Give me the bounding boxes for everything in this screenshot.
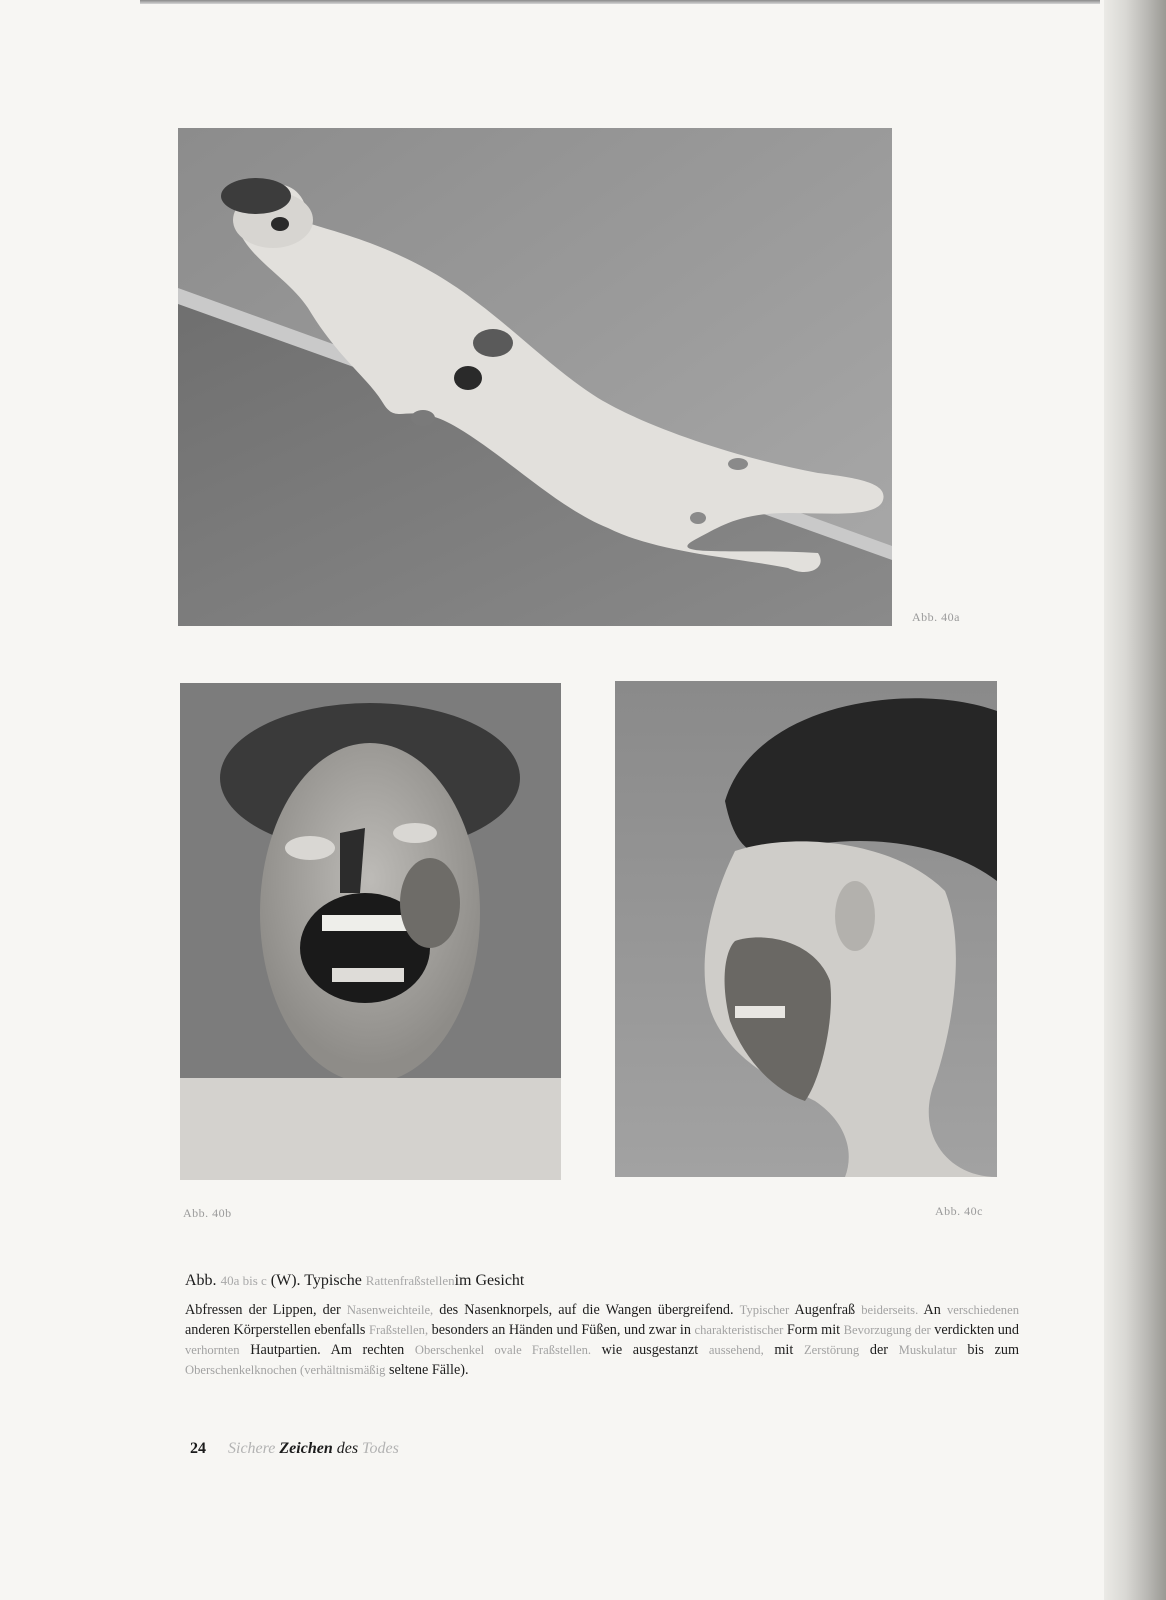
- caption-body-segment: Nasenweichteile,: [346, 1303, 434, 1317]
- caption-body-segment: Typischer: [739, 1303, 790, 1317]
- page-number: 24: [190, 1440, 206, 1457]
- caption-body-segment: charakteristischer: [694, 1323, 784, 1337]
- caption-body-segment: Augenfraß: [789, 1302, 862, 1318]
- photo-figure-40b: [180, 683, 561, 1180]
- caption-body-segment: An: [918, 1302, 947, 1318]
- caption-title-3: im Gesicht: [454, 1272, 525, 1289]
- figure-40b-label: Abb. 40b: [183, 1206, 232, 1220]
- figure-40c-label: Abb. 40c: [935, 1204, 983, 1218]
- figure-caption-title: [185, 1272, 524, 1290]
- caption-body-segment: Hautpartien. Am rechten: [239, 1342, 415, 1358]
- caption-body-segment: Oberschenkel ovale Fraßstellen.: [414, 1343, 592, 1357]
- caption-body-segment: Abfressen der Lippen, der: [185, 1302, 347, 1318]
- caption-body-segment: des Nasenknorpels, auf die Wangen übergreifend.: [433, 1302, 740, 1318]
- running-title-1: Sichere: [228, 1440, 276, 1457]
- caption-body-segment: Bevorzugung der: [843, 1323, 931, 1337]
- caption-body-segment: beiderseits.: [861, 1303, 919, 1317]
- caption-body-segment: der: [859, 1342, 899, 1358]
- photo-figure-40c: [615, 681, 997, 1177]
- photo-figure-40a: [178, 128, 892, 626]
- running-title-2: Zeichen: [279, 1440, 333, 1457]
- caption-body-segment: bis zum: [956, 1342, 1019, 1358]
- running-title-4: Todes: [362, 1440, 399, 1457]
- caption-range: 40a bis c: [220, 1273, 267, 1288]
- caption-title-2: Rattenfraßstellen: [365, 1273, 455, 1288]
- figure-caption-body: [185, 1300, 1019, 1380]
- caption-title-1: Typische: [304, 1272, 362, 1289]
- caption-body-segment: verhornten: [185, 1343, 240, 1357]
- caption-body-segment: Fraßstellen,: [368, 1323, 429, 1337]
- caption-body-segment: wie ausgestanzt: [591, 1342, 709, 1358]
- caption-body-segment: Muskulatur: [898, 1343, 957, 1357]
- page-footer: [190, 1440, 399, 1458]
- caption-body-segment: anderen Körperstellen ebenfalls: [185, 1322, 369, 1338]
- caption-body-segment: seltene Fälle).: [385, 1362, 469, 1378]
- caption-body-segment: aussehend,: [708, 1343, 764, 1357]
- page-right-edge-shadow: [1104, 0, 1166, 1600]
- page-top-edge: [140, 0, 1100, 4]
- caption-body-segment: Zerstörung: [803, 1343, 860, 1357]
- caption-body-segment: Form mit: [783, 1322, 844, 1338]
- caption-body-segment: verdickten und: [930, 1322, 1019, 1338]
- caption-source: (W).: [270, 1272, 301, 1289]
- caption-body-segment: besonders an Händen und Füßen, und zwar in: [428, 1322, 695, 1338]
- running-title-3: des: [336, 1440, 359, 1457]
- figure-40a-label: Abb. 40a: [912, 610, 960, 624]
- photo-figure-40c-image: [615, 681, 997, 1177]
- caption-body-segment: mit: [763, 1342, 804, 1358]
- photo-figure-40a-image: [178, 128, 892, 626]
- caption-body-segment: verschiedenen: [946, 1303, 1019, 1317]
- caption-body-segment: Oberschenkelknochen (verhältnismäßig: [185, 1363, 386, 1377]
- photo-figure-40b-image: [180, 683, 561, 1180]
- caption-prefix: Abb.: [185, 1272, 217, 1289]
